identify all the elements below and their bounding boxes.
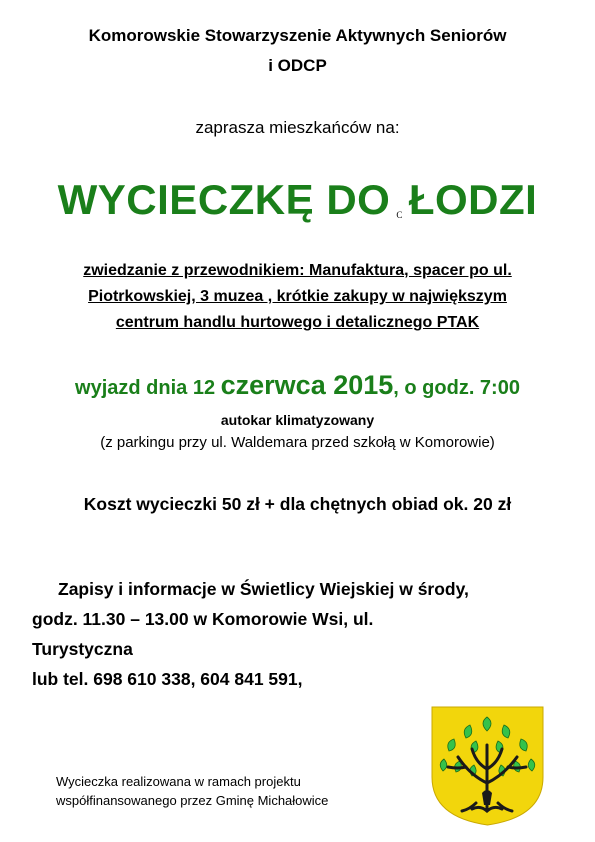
bus-info: autokar klimatyzowany — [220, 412, 375, 428]
signup-line: godz. 11.30 – 13.00 w Komorowie Wsi, ul. — [32, 609, 374, 629]
trip-title-small-letter: C — [396, 210, 403, 220]
description-line: Piotrkowskiej, 3 muzea , krótkie zakupy w największym — [88, 288, 507, 305]
departure-info — [0, 370, 595, 401]
funding-note-line: współfinansowanego przez Gminę Michałowice — [56, 793, 329, 808]
funding-note — [56, 772, 328, 810]
trip-description — [0, 258, 595, 336]
trip-title-part1: WYCIECZKĘ DO — [57, 176, 391, 223]
signup-info — [32, 574, 572, 694]
signup-phone-line: lub tel. 698 610 338, 604 841 591, — [32, 669, 303, 689]
trip-title — [0, 176, 595, 224]
description-line: zwiedzanie z przewodnikiem: Manufaktura, spacer po ul. — [83, 262, 512, 279]
departure-prefix: wyjazd dnia 12 — [75, 377, 221, 399]
trip-cost: Koszt wycieczki 50 zł + dla chętnych obiad ok. 20 zł — [83, 494, 512, 514]
organization-name-line2: i ODCP — [268, 56, 327, 75]
invitation-text: zaprasza mieszkańców na: — [195, 118, 400, 137]
description-line: centrum handlu hurtowego i detalicznego PTAK — [115, 314, 480, 331]
departure-time: , o godz. 7:00 — [393, 377, 520, 399]
funding-note-line: Wycieczka realizowana w ramach projektu — [56, 774, 301, 789]
departure-date: czerwca 2015 — [220, 370, 394, 400]
trip-title-part2: ŁODZI — [408, 176, 538, 223]
signup-line: Turystyczna — [32, 639, 133, 659]
signup-line: Zapisy i informacje w Świetlicy Wiejskiej w środy, — [58, 579, 469, 599]
parking-info: (z parkingu przy ul. Waldemara przed szkołą w Komorowie) — [100, 434, 495, 451]
coat-of-arms-tree-icon — [430, 705, 545, 827]
organization-name-line1: Komorowskie Stowarzyszenie Aktywnych Seniorów — [88, 26, 507, 45]
